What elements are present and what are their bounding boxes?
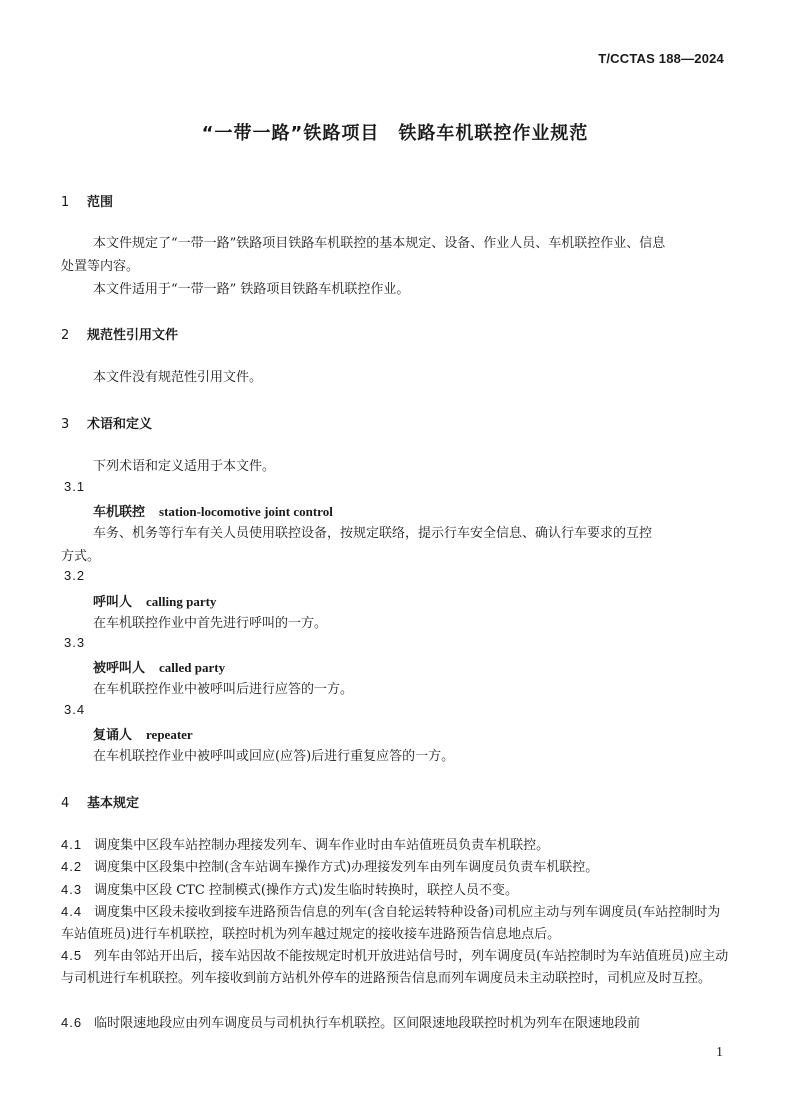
term-definition-line-2: 方式。 — [61, 549, 101, 564]
term-number: 3.1 — [64, 479, 86, 494]
term-number: 3.2 — [64, 568, 86, 583]
clause-item — [61, 834, 729, 857]
clause-text: 列车由邻站开出后，接车站因故不能按规定时机开放进站信号时，列车调度员(车站控制时为车站值班员)应主动与司机进行车机联控。列车接收到前方站机外停车的进路预告信息而列车调度员未主动联控时，司机应及时互控。 — [61, 949, 729, 986]
term-english: repeater — [146, 727, 193, 742]
clause-number: 4.4 — [61, 904, 83, 919]
term-chinese: 呼叫人 — [93, 595, 133, 610]
page-number: 1 — [716, 1045, 723, 1060]
term-chinese: 复诵人 — [93, 728, 133, 743]
term-chinese: 被呼叫人 — [93, 661, 146, 676]
term-name — [93, 724, 193, 743]
term-name — [93, 591, 216, 610]
term-english: called party — [159, 660, 226, 675]
term-name — [93, 501, 333, 520]
section-number: 4 — [61, 796, 70, 811]
section-2-heading — [61, 324, 178, 343]
term-definition-line-1: 在车机联控作业中首先进行呼叫的一方。 — [93, 616, 328, 631]
clause-number: 4.5 — [61, 948, 83, 963]
term-english: station-locomotive joint control — [159, 504, 333, 519]
section-title: 范围 — [87, 195, 114, 210]
term-number: 3.4 — [64, 702, 86, 717]
term-name — [93, 657, 225, 676]
section-number: 1 — [61, 195, 70, 210]
document-title: “一带一路”铁路项目 铁路车机联控作业规范 — [201, 123, 589, 144]
section-4-heading — [61, 792, 139, 811]
term-definition-line-1: 在车机联控作业中被呼叫或回应(应答)后进行重复应答的一方。 — [93, 749, 455, 764]
clause-number: 4.6 — [61, 1015, 83, 1030]
clause-text: 调度集中区段未接收到接车进路预告信息的列车(含自轮运转特种设备)司机应主动与列车调度员(车站控制时为车站值班员)进行车机联控，联控时机为列车越过规定的接收接车进路预告信息地点后。 — [61, 905, 721, 942]
clause-text: 临时限速地段应由列车调度员与司机执行车机联控。区间限速地段联控时机为列车在限速地段前 — [94, 1016, 641, 1031]
standard-number: T/CCTAS 188—2024 — [598, 51, 724, 66]
section-1-paragraph-1-line-1: 本文件规定了“一带一路”铁路项目铁路车机联控的基本规定、设备、作业人员、车机联控作业、信息 — [93, 236, 666, 251]
section-1-paragraph-1-line-2: 处置等内容。 — [61, 259, 140, 274]
clause-item — [61, 1012, 729, 1035]
section-1-heading — [61, 191, 113, 210]
term-english: calling party — [146, 594, 217, 609]
clause-item — [61, 901, 729, 946]
section-title: 基本规定 — [87, 796, 140, 811]
term-number: 3.3 — [64, 635, 86, 650]
clause-number: 4.1 — [61, 837, 83, 852]
clause-number: 4.2 — [61, 859, 83, 874]
clause-item — [61, 856, 729, 879]
section-3-heading — [61, 413, 152, 432]
section-title: 规范性引用文件 — [87, 328, 179, 343]
section-3-intro: 下列术语和定义适用于本文件。 — [93, 459, 276, 474]
term-chinese: 车机联控 — [93, 505, 146, 520]
section-title: 术语和定义 — [87, 417, 153, 432]
term-definition-line-1: 在车机联控作业中被呼叫后进行应答的一方。 — [93, 682, 354, 697]
clause-text: 调度集中区段 CTC 控制模式(操作方式)发生临时转换时，联控人员不变。 — [94, 883, 519, 898]
clause-text: 调度集中区段集中控制(含车站调车操作方式)办理接发列车由列车调度员负责车机联控。 — [94, 860, 599, 875]
section-number: 2 — [61, 328, 70, 343]
clause-text: 调度集中区段车站控制办理接发列车、调车作业时由车站值班员负责车机联控。 — [94, 838, 550, 853]
section-2-paragraph-1: 本文件没有规范性引用文件。 — [93, 370, 263, 385]
section-1-paragraph-2: 本文件适用于“一带一路” 铁路项目铁路车机联控作业。 — [93, 282, 410, 297]
section-number: 3 — [61, 417, 70, 432]
clause-number: 4.3 — [61, 882, 83, 897]
term-definition-line-1: 车务、机务等行车有关人员使用联控设备，按规定联络，提示行车安全信息、确认行车要求的互控 — [93, 526, 653, 541]
clause-item — [61, 879, 729, 902]
clause-item — [61, 945, 729, 990]
